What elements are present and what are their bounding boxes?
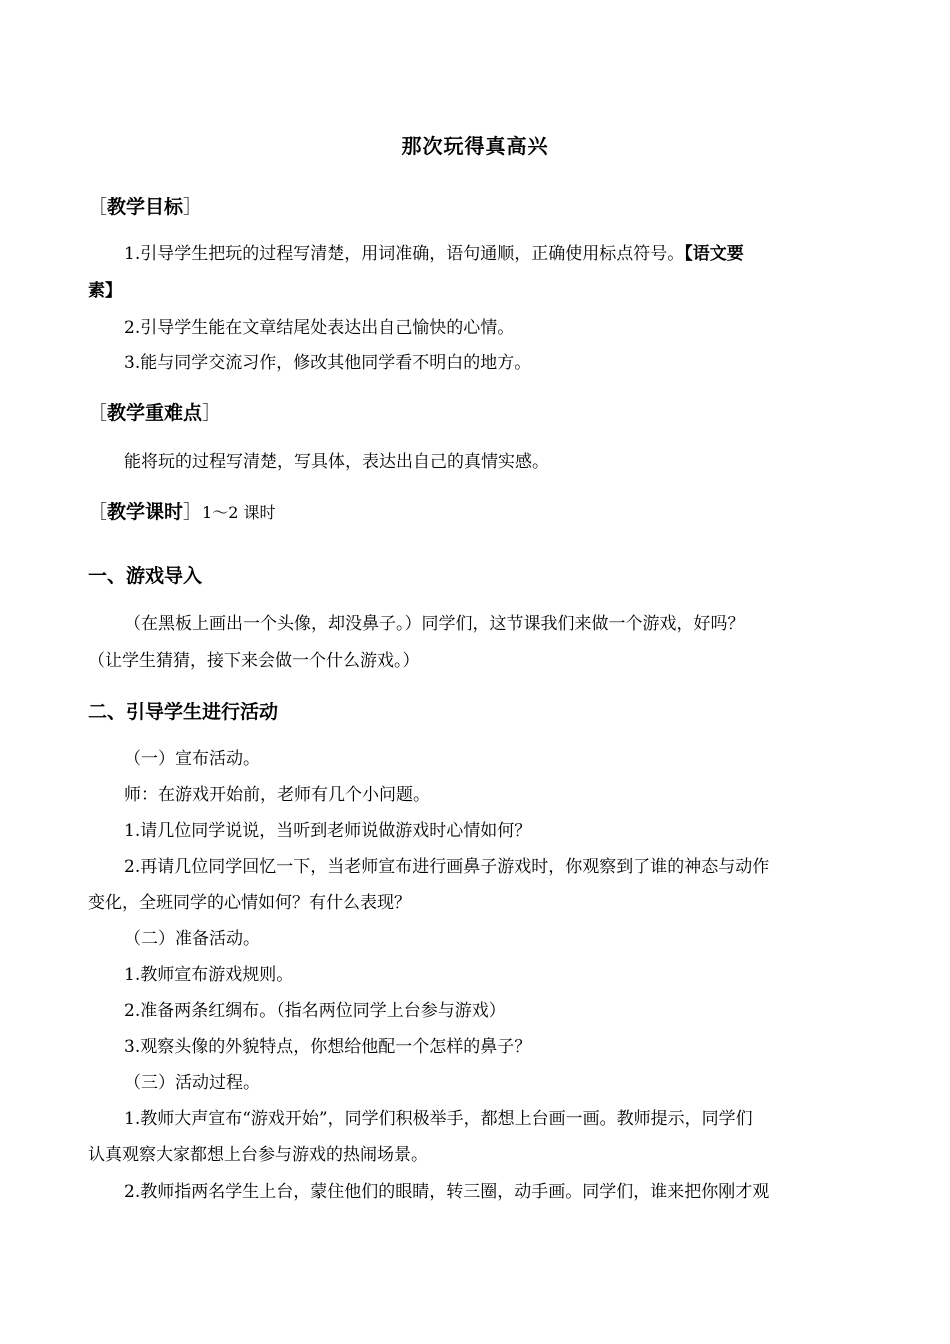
part2-heading: 二、引导学生进行活动 — [88, 701, 279, 723]
difficulty-text: 能将玩的过程写清楚，写具体，表达出自己的真情实感。 — [124, 452, 549, 472]
part2-prep-2: 2.准备两条红绸布。（指名两位同学上台参与游戏） — [124, 1001, 506, 1021]
goal-item-1-cont — [88, 279, 122, 303]
difficulty-heading-close: ］ — [202, 402, 222, 424]
part1-line-1: （在黑板上画出一个头像，却没鼻子。）同学们，这节课我们来做一个游戏，好吗？ — [124, 614, 745, 634]
part2-sub-2: （二）准备活动。 — [124, 929, 260, 949]
goal-item-2: 2.引导学生能在文章结尾处表达出自己愉快的心情。 — [124, 318, 515, 338]
goal-item-1-text: 1.引导学生把玩的过程写清楚，用词准确，语句通顺，正确使用标点符号。 — [124, 244, 685, 264]
goals-heading-text: 教学目标 — [107, 196, 184, 218]
part2-sub-1: （一）宣布活动。 — [124, 749, 260, 769]
part2-teacher-line: 师：在游戏开始前，老师有几个小问题。 — [124, 785, 430, 805]
difficulty-heading — [88, 398, 221, 425]
hours-heading-open: ［ — [88, 501, 108, 523]
part1-heading: 一、游戏导入 — [88, 565, 203, 587]
goal-item-1 — [124, 242, 744, 266]
goals-heading-close: ］ — [183, 196, 203, 218]
goal-item-3: 3.能与同学交流习作，修改其他同学看不明白的地方。 — [124, 353, 532, 373]
hours-heading-close: ］ — [183, 501, 203, 523]
part2-question-2-cont: 变化，全班同学的心情如何？有什么表现？ — [88, 893, 411, 913]
part2-prep-3: 3.观察头像的外貌特点，你想给他配一个怎样的鼻子？ — [124, 1037, 532, 1057]
hours-heading — [88, 497, 276, 524]
part2-activity-2: 2.教师指两名学生上台，蒙住他们的眼睛，转三圈，动手画。同学们，谁来把你刚才观 — [124, 1182, 770, 1202]
part2-sub-3: （三）活动过程。 — [124, 1073, 260, 1093]
goal-item-1-tag-a: 【语文要 — [684, 244, 744, 264]
part2-question-2: 2.再请几位同学回忆一下，当老师宣布进行画鼻子游戏时，你观察到了谁的神态与动作 — [124, 857, 770, 877]
part2-prep-1: 1.教师宣布游戏规则。 — [124, 965, 294, 985]
difficulty-heading-text: 教学重难点 — [107, 402, 203, 424]
part1-line-2: （让学生猜猜，接下来会做一个什么游戏。） — [88, 651, 420, 671]
part2-activity-1-cont: 认真观察大家都想上台参与游戏的热闹场景。 — [88, 1145, 428, 1165]
goals-heading — [88, 192, 202, 219]
part2-question-1: 1.请几位同学说说，当听到老师说做游戏时心情如何？ — [124, 821, 532, 841]
document-title: 那次玩得真高兴 — [401, 134, 549, 158]
goals-heading-open: ［ — [88, 196, 108, 218]
part2-activity-1: 1.教师大声宣布“游戏开始”，同学们积极举手，都想上台画一画。教师提示，同学们 — [124, 1109, 753, 1129]
difficulty-heading-open: ［ — [88, 402, 108, 424]
hours-heading-text: 教学课时 — [107, 501, 184, 523]
hours-value: 1～2 课时 — [202, 503, 276, 522]
goal-item-1-tag-b: 素】 — [88, 281, 122, 301]
